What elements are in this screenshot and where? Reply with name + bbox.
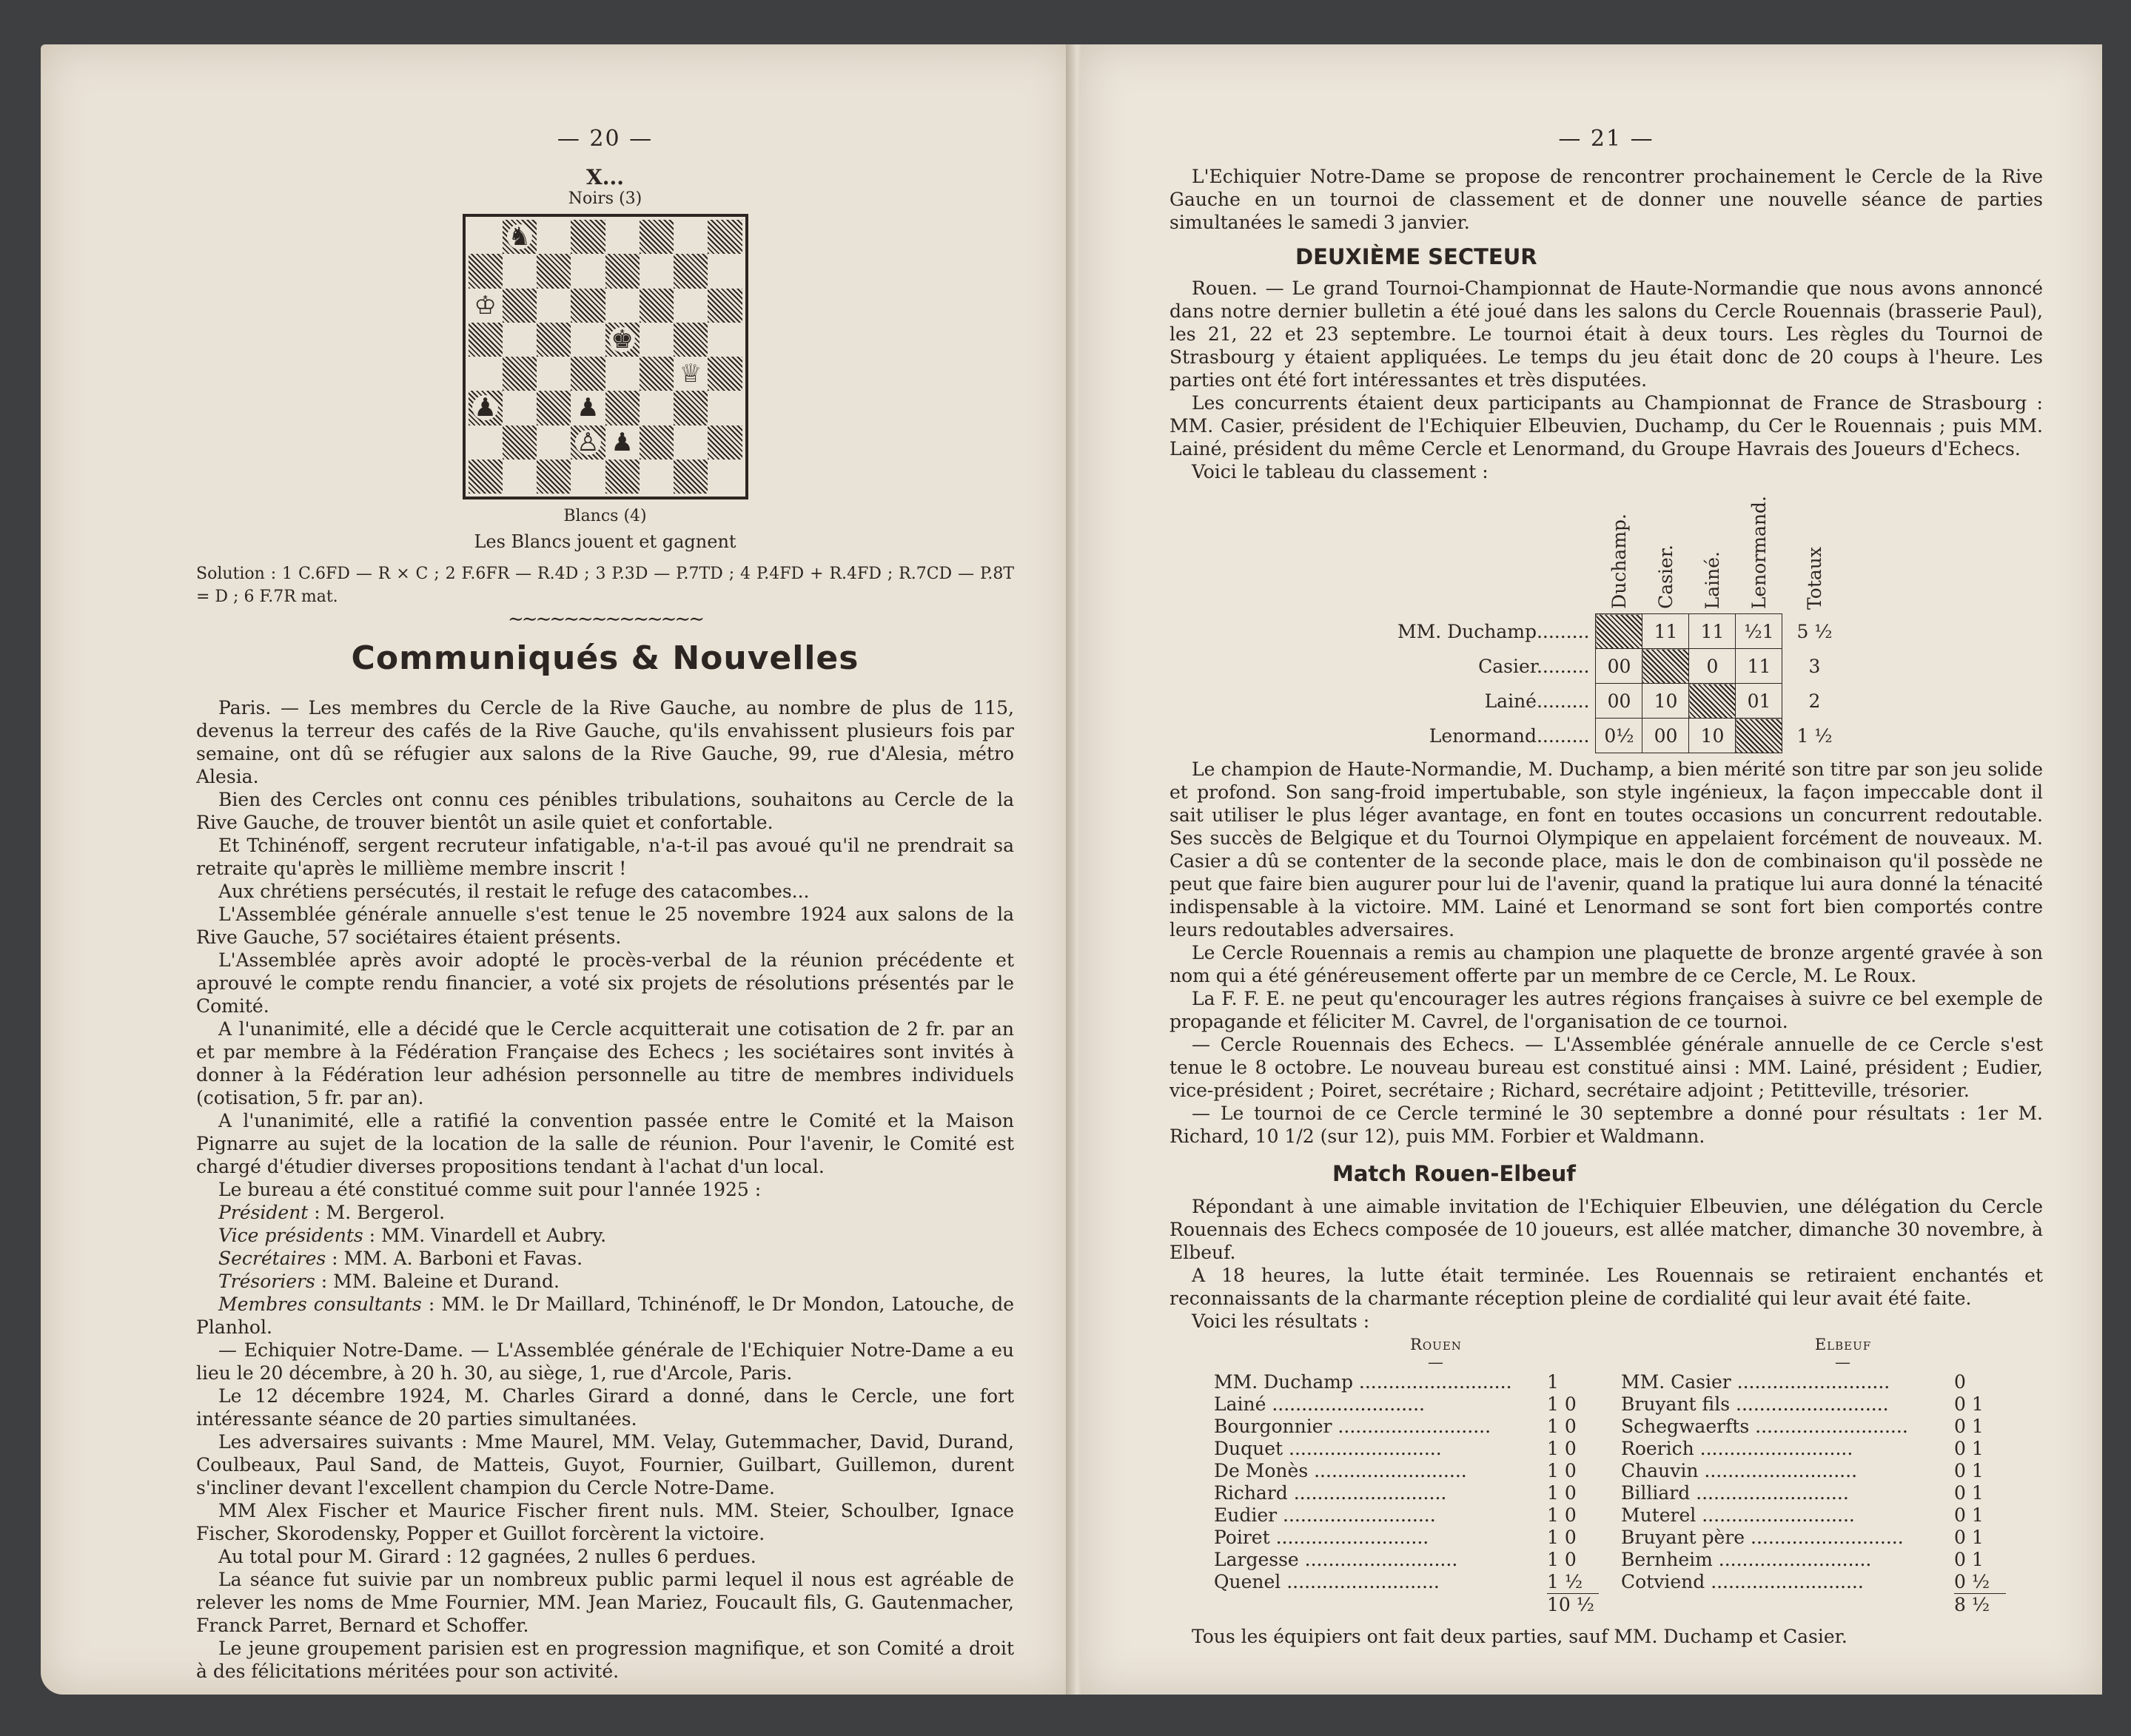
standings-row (1392, 719, 1846, 753)
board-square (674, 254, 708, 288)
board-square (674, 323, 708, 357)
standings-total: 5 ½ (1782, 614, 1847, 649)
result-player: Lainé .......................... (1214, 1393, 1425, 1415)
bureau-entry (196, 1293, 1014, 1339)
board-square (605, 254, 640, 288)
standings-cell: 11 (1689, 614, 1736, 649)
result-player: Roerich .......................... (1621, 1438, 1853, 1459)
paragraph: Aux chrétiens persécutés, il restait le refuge des catacombes... (218, 881, 810, 902)
paragraph: A l'unanimité, elle a ratifié la convention passée entre le Comité et la Maison Pignarre au sujet de la location de la salle de réunion. Pour l'avenir, le Comité est chargé d'étudier diverses propositions tendant à l'achat d'un local. (196, 1110, 1014, 1177)
bureau-names: : MM. Vinardell et Aubry. (363, 1225, 607, 1246)
paragraph: — Le tournoi de ce Cercle terminé le 30 septembre a donné pour résultats : 1er M. Richard, 10 1/2 (sur 12), puis MM. Forbier et Waldmann. (1169, 1103, 2043, 1147)
bureau-entry (196, 1224, 1014, 1247)
paragraph: La F. F. E. ne peut qu'encourager les autres régions françaises à suivre ce bel exemple de propagande et féliciter M. Cavrel, de l'organisation de ce tournoi. (1169, 988, 2043, 1032)
rouen-results (1214, 1336, 1599, 1616)
diagram-caption: Les Blancs jouent et gagnent (474, 531, 736, 552)
diagram-solution: Solution : 1 C.6FD — R × C ; 2 F.6FR — R.4D ; 3 P.3D — P.7TD ; 4 P.4FD + R.4FD ; R.7CD — P.8T = D ; 6 F.7R mat. (196, 565, 1014, 606)
board-square (469, 460, 503, 494)
paragraph: Le 12 décembre 1924, M. Charles Girard a donné, dans le Cercle, une fort intéressante séance de 20 parties simultanées. (196, 1385, 1014, 1430)
board-square (708, 460, 742, 494)
result-row (1621, 1504, 2006, 1527)
standings-total: 1 ½ (1782, 719, 1847, 753)
notre-dame-article (196, 1339, 1014, 1683)
board-square (640, 460, 674, 494)
result-score: 1 0 (1547, 1393, 1577, 1415)
board-square (640, 425, 674, 460)
board-square (469, 425, 503, 460)
board-square (640, 254, 674, 288)
board-square (605, 220, 640, 254)
standings-cell: 0½ (1596, 719, 1642, 753)
left-page (41, 44, 1073, 1695)
result-player: Chauvin .......................... (1621, 1460, 1858, 1481)
chess-piece-icon: ♙ (577, 427, 600, 457)
board-square (503, 323, 537, 357)
result-player: Eudier .......................... (1214, 1504, 1436, 1526)
board-square (674, 220, 708, 254)
section-heading: DEUXIÈME SECTEUR (1295, 244, 1537, 269)
result-score: 1 0 (1547, 1549, 1577, 1570)
standings-cell (1596, 614, 1642, 649)
result-player: Bourgonnier .......................... (1214, 1416, 1491, 1437)
board-square (469, 254, 503, 288)
diagram-black-label: Noirs (3) (568, 189, 642, 208)
standings-cell (1736, 719, 1782, 753)
result-row (1214, 1571, 1599, 1593)
left-article (196, 696, 1014, 1201)
bureau-role: Président (218, 1202, 309, 1223)
paragraph: Au total pour M. Girard : 12 gagnées, 2 nulles 6 perdues. (218, 1546, 756, 1567)
board-square (708, 357, 742, 391)
diagram-white-label: Blancs (4) (563, 507, 647, 525)
bureau-names: : MM. A. Barboni et Favas. (326, 1248, 583, 1269)
board-square (605, 460, 640, 494)
board-square (674, 460, 708, 494)
player-name: Lenormand......... (1429, 724, 1590, 747)
board-square (537, 391, 571, 425)
result-row (1621, 1527, 2006, 1549)
page-number: — 21 — (1558, 126, 1654, 152)
result-row (1621, 1571, 2006, 1593)
result-row (1621, 1371, 2006, 1393)
chess-piece-icon: ♞ (508, 222, 531, 252)
board-square (708, 323, 742, 357)
result-score: 0 1 (1954, 1393, 1984, 1415)
paragraph: Le champion de Haute-Normandie, M. Duchamp, a bien mérité son titre par son jeu solide et profond. Son sang-froid impertubable, son style ingénieux, la façon impeccable dont il sait utiliser le plus léger avantage, en font en toutes occasions un concurrent redoutable. Ses succès de Belgique et du Tournoi Olympique en appelaient forcément de nouveaux. M. Casier a dû se contenter de la seconde place, mais le don de combinaison qu'il possède ne peut que faire bien augurer pour lui de l'avenir, quand la pratique lui aura donné la ténacité indispensable à la victoire. MM. Lainé et Lenormand se sont fort bien comportés contre leurs redoutables adversaires. (1169, 758, 2043, 941)
board-square (503, 460, 537, 494)
paragraph: Bien des Cercles ont connu ces pénibles tribulations, souhaitons au Cercle de la Rive Gauche, de trouver bientôt un asile quiet et confortable. (196, 789, 1014, 833)
standings-column-header: Totaux (1803, 546, 1825, 610)
bureau-names: : MM. Baleine et Durand. (315, 1271, 560, 1292)
paragraph: Voici les résultats : (1192, 1311, 1370, 1332)
result-score: 0 1 (1954, 1438, 1984, 1459)
standings-total: 3 (1782, 649, 1847, 684)
chess-piece-icon: ♟ (611, 427, 634, 457)
result-score: 1 0 (1547, 1527, 1577, 1548)
board-square (640, 323, 674, 357)
board-square (537, 220, 571, 254)
standings-row (1392, 614, 1846, 649)
rouen-article-continued (1169, 758, 2043, 1148)
board-square (503, 425, 537, 460)
board-square (708, 220, 742, 254)
bureau-role: Trésoriers (218, 1271, 315, 1292)
result-score: 0 ½ (1954, 1571, 1990, 1592)
chess-piece-icon: ♕ (679, 359, 702, 389)
board-square (503, 391, 537, 425)
team-label: Rouen (1410, 1336, 1462, 1353)
board-square (469, 357, 503, 391)
intro-paragraph: L'Echiquier Notre-Dame se propose de rencontrer prochainement le Cercle de la Rive Gauche en un tournoi de classement et de donner une nouvelle séance de parties simultanées le samedi 3 janvier. (1169, 166, 2043, 233)
bureau-names: : MM. le Dr Maillard, Tchinénoff, le Dr Mondon, Latouche, de Planhol. (196, 1293, 1015, 1338)
result-score: 0 1 (1954, 1527, 1984, 1548)
paragraph: Et Tchinénoff, sergent recruteur infatigable, n'a-t-il pas avoué qu'il ne prendrait sa retraite qu'après le millième membre inscrit ! (196, 835, 1014, 879)
board-square (640, 357, 674, 391)
result-score: 0 1 (1954, 1416, 1984, 1437)
result-row (1214, 1393, 1599, 1416)
board-square (708, 254, 742, 288)
chess-piece-icon: ♚ (611, 324, 634, 354)
paragraph: — Cercle Rouennais des Echecs. — L'Assemblée générale annuelle de ce Cercle s'est tenue le 8 octobre. Le nouveau bureau est constitué ainsi : MM. Lainé, président ; Eudier, vice-président ; Poiret, secrétaire ; Richard, secrétaire adjoint ; Petitteville, trésorier. (1169, 1034, 2043, 1101)
chess-piece-icon: ♟ (577, 393, 600, 423)
board-square (708, 391, 742, 425)
result-player: Bernheim .......................... (1621, 1549, 1872, 1570)
result-player: Bruyant fils .......................... (1621, 1393, 1889, 1415)
paragraph: MM Alex Fischer et Maurice Fischer firent nuls. MM. Steier, Schoulber, Ignace Fischer, Skorodensky, Popper et Guillot forcèrent la victoire. (196, 1500, 1014, 1544)
bureau-list (196, 1201, 1014, 1339)
result-score: 0 1 (1954, 1460, 1984, 1481)
match-results (1214, 1336, 2043, 1616)
board-square (674, 357, 708, 391)
result-player: Largesse .......................... (1214, 1549, 1458, 1570)
result-row (1621, 1438, 2006, 1460)
standings-column-header: Duchamp. (1608, 514, 1630, 609)
paragraph: La séance fut suivie par un nombreux public parmi lequel il nous est agréable de relever les noms de Mme Fournier, MM. Jean Mariez, Foucault fils, G. Gautenmacher, Franck Parret, Bernard et Schoffer. (196, 1569, 1014, 1636)
board-square (674, 391, 708, 425)
result-player: Richard .......................... (1214, 1482, 1447, 1504)
result-score: 1 0 (1547, 1416, 1577, 1437)
divider-ornament: ∼∼∼∼∼∼∼∼∼∼∼∼∼∼ (508, 608, 702, 630)
match-heading: Match Rouen-Elbeuf (1332, 1161, 1576, 1186)
result-player: Schegwaerfts .......................... (1621, 1416, 1908, 1437)
board-square (537, 460, 571, 494)
result-player: Bruyant père .......................... (1621, 1527, 1904, 1548)
result-row (1621, 1393, 2006, 1416)
result-row (1214, 1371, 1599, 1393)
paragraph: Le bureau a été constitué comme suit pour l'année 1925 : (218, 1179, 762, 1200)
board-square (537, 357, 571, 391)
paragraph: Le jeune groupement parisien est en progression magnifique, et son Comité a droit à des félicitations méritées pour son activité. (196, 1638, 1014, 1682)
board-square (571, 357, 605, 391)
paragraph: Rouen. — Le grand Tournoi-Championnat de Haute-Normandie que nous avons annoncé dans notre dernier bulletin a été joué dans les salons du Cercle Rouennais (brasserie Paul), les 21, 22 et 23 septembre. Le tournoi était à deux tours. Les règles du Tournoi de Strasbourg y étaient appliquées. Le temps du jeu était donc de 20 coups à l'heure. Les parties ont été fort intéressantes et très disputées. (1169, 277, 2043, 391)
board-square (640, 220, 674, 254)
board-square (605, 323, 640, 357)
team-label-dash: — (1835, 1353, 1851, 1371)
standings-row (1392, 684, 1846, 719)
standings-table (1392, 488, 1846, 753)
board-square (571, 460, 605, 494)
standings-total: 2 (1782, 684, 1847, 719)
board-square (708, 289, 742, 323)
diagram-title: X... (586, 165, 624, 189)
board-square (605, 357, 640, 391)
result-score: 0 1 (1954, 1482, 1984, 1504)
paragraph: A l'unanimité, elle a décidé que le Cercle acquitterait une cotisation de 2 fr. par an et par membre à la Fédération Française des Echecs ; les sociétaires sont invités à donner à la Fédération leur adhésion personnelle au titre de membres individuels (cotisation, 5 fr. par an). (196, 1018, 1014, 1108)
result-score: 1 0 (1547, 1460, 1577, 1481)
result-player: Cotviend .......................... (1621, 1571, 1864, 1592)
right-page (1081, 44, 2102, 1695)
standings-cell: 11 (1736, 649, 1782, 684)
result-total: 10 ½ (1547, 1593, 1599, 1616)
result-row (1214, 1482, 1599, 1504)
standings-cell (1689, 684, 1736, 719)
result-player: Muterel .......................... (1621, 1504, 1855, 1526)
standings-cell: 00 (1642, 719, 1689, 753)
elbeuf-results (1621, 1336, 2006, 1616)
bureau-entry (196, 1270, 1014, 1293)
standings-cell: 0 (1689, 649, 1736, 684)
result-row (1621, 1482, 2006, 1504)
result-player: Poiret .......................... (1214, 1527, 1429, 1548)
board-square (571, 425, 605, 460)
paragraph: Voici le tableau du classement : (1192, 461, 1489, 482)
result-row (1214, 1504, 1599, 1527)
paragraph: Paris. — Les membres du Cercle de la Rive Gauche, au nombre de plus de 115, devenus la terreur des cafés de la Rive Gauche, qu'ils envahissent plusieurs fois par semaine, ont dû se réfugier aux salons de la Rive Gauche, 99, rue d'Alesia, métro Alesia. (196, 697, 1014, 787)
bureau-role: Membres consultants (218, 1293, 422, 1315)
result-row (1621, 1460, 2006, 1482)
board-square (571, 323, 605, 357)
page-number: — 20 — (557, 126, 654, 152)
paragraph: Les concurrents étaient deux participants au Championnat de France de Strasbourg : MM. Casier, président de l'Echiquier Elbeuvien, Duchamp, du Cer le Rouennais ; puis MM. Lainé, président du même Cercle et Lenormand, du Groupe Havrais des Joueurs d'Echecs. (1169, 392, 2043, 460)
board-square (537, 254, 571, 288)
paragraph: Les adversaires suivants : Mme Maurel, MM. Velay, Gutemmacher, David, Durand, Coulbeaux, Paul Sand, de Matteis, Guyot, Fournier, Guilbart, Guillemon, durent s'incliner devant l'excellent champion du Cercle Notre-Dame. (196, 1431, 1014, 1498)
board-square (674, 425, 708, 460)
board-square (571, 289, 605, 323)
result-score: 1 0 (1547, 1482, 1577, 1504)
player-name: MM. Duchamp......... (1397, 620, 1590, 642)
result-row (1214, 1460, 1599, 1482)
standings-cell: 10 (1642, 684, 1689, 719)
standings-cell: 10 (1689, 719, 1736, 753)
board-square (571, 391, 605, 425)
bureau-role: Secrétaires (218, 1248, 326, 1269)
section-heading: Communiqués & Nouvelles (351, 639, 859, 677)
standings-cell: 11 (1642, 614, 1689, 649)
chess-piece-icon: ♟ (474, 393, 497, 423)
board-square (605, 289, 640, 323)
standings-cell: 00 (1596, 684, 1642, 719)
result-score: 1 (1547, 1371, 1559, 1393)
result-score: 0 1 (1954, 1549, 1984, 1570)
result-player: MM. Duchamp .......................... (1214, 1371, 1512, 1393)
result-player: De Monès .......................... (1214, 1460, 1467, 1481)
board-square (674, 289, 708, 323)
match-article (1169, 1195, 2043, 1333)
team-label-dash: — (1428, 1353, 1444, 1371)
standings-row (1392, 649, 1846, 684)
bureau-names: : M. Bergerol. (308, 1202, 446, 1223)
chess-board (463, 214, 748, 499)
result-row (1621, 1549, 2006, 1571)
standings-column-header: Lainé. (1701, 551, 1723, 609)
standings-cell (1642, 649, 1689, 684)
board-square (708, 425, 742, 460)
board-square (503, 254, 537, 288)
paragraph: L'Assemblée générale annuelle s'est tenue le 25 novembre 1924 aux salons de la Rive Gauche, 57 sociétaires étaient présents. (196, 904, 1014, 948)
result-player: MM. Casier .......................... (1621, 1371, 1890, 1393)
result-total: 8 ½ (1954, 1593, 2006, 1616)
chess-piece-icon: ♔ (474, 290, 497, 320)
board-square (537, 323, 571, 357)
board-square (640, 391, 674, 425)
team-label: Elbeuf (1814, 1336, 1872, 1353)
board-square (503, 289, 537, 323)
paragraph: A 18 heures, la lutte était terminée. Les Rouennais se retiraient enchantés et reconnaissants de la charmante réception pleine de cordialité qui leur avait été faite. (1169, 1265, 2043, 1309)
rouen-article (1169, 277, 2043, 483)
result-row (1214, 1527, 1599, 1549)
standings-cell: ½1 (1736, 614, 1782, 649)
board-square (469, 391, 503, 425)
bureau-role: Vice présidents (218, 1225, 363, 1246)
result-row (1214, 1416, 1599, 1438)
chess-diagram (461, 165, 750, 552)
player-name: Casier......... (1478, 655, 1590, 677)
board-square (605, 391, 640, 425)
board-square (605, 425, 640, 460)
board-square (537, 425, 571, 460)
board-square (469, 220, 503, 254)
standings-column-header: Casier. (1654, 545, 1677, 609)
result-score: 0 1 (1954, 1504, 1984, 1526)
result-row (1621, 1416, 2006, 1438)
player-name: Lainé......... (1484, 690, 1590, 712)
result-player: Billiard .......................... (1621, 1482, 1849, 1504)
board-square (537, 289, 571, 323)
paragraph: L'Assemblée après avoir adopté le procès-verbal de la réunion précédente et aprouvé le compte rendu financier, a voté six projets de résolutions présentés par le Comité. (196, 949, 1014, 1017)
paragraph: — Echiquier Notre-Dame. — L'Assemblée générale de l'Echiquier Notre-Dame a eu lieu le 20 décembre, à 20 h. 30, au siège, 1, rue d'Arcole, Paris. (196, 1339, 1014, 1384)
board-square (640, 289, 674, 323)
paragraph: Répondant à une aimable invitation de l'Echiquier Elbeuvien, une délégation du Cercle Rouennais des Echecs composée de 10 joueurs, est allée matcher, dimanche 30 novembre, à Elbeuf. (1169, 1196, 2043, 1263)
result-score: 1 ½ (1547, 1571, 1583, 1592)
result-player: Duquet .......................... (1214, 1438, 1442, 1459)
standings-cell: 01 (1736, 684, 1782, 719)
standings-column-header: Lenormand. (1748, 495, 1770, 609)
result-score: 1 0 (1547, 1438, 1577, 1459)
board-square (469, 323, 503, 357)
result-score: 1 0 (1547, 1504, 1577, 1526)
bureau-entry (196, 1201, 1014, 1224)
result-row (1214, 1549, 1599, 1571)
result-player: Quenel .......................... (1214, 1571, 1440, 1592)
results-footer: Tous les équipiers ont fait deux parties, sauf MM. Duchamp et Casier. (1192, 1626, 1848, 1647)
paragraph: Le Cercle Rouennais a remis au champion une plaquette de bronze argenté gravée à son nom qui a été généreusement offerte par un membre de ce Cercle, M. Le Roux. (1169, 942, 2043, 986)
board-square (571, 254, 605, 288)
board-square (503, 220, 537, 254)
board-square (503, 357, 537, 391)
result-score: 0 (1954, 1371, 1966, 1393)
standings-cell: 00 (1596, 649, 1642, 684)
result-row (1214, 1438, 1599, 1460)
bureau-entry (196, 1247, 1014, 1270)
board-square (571, 220, 605, 254)
board-square (469, 289, 503, 323)
